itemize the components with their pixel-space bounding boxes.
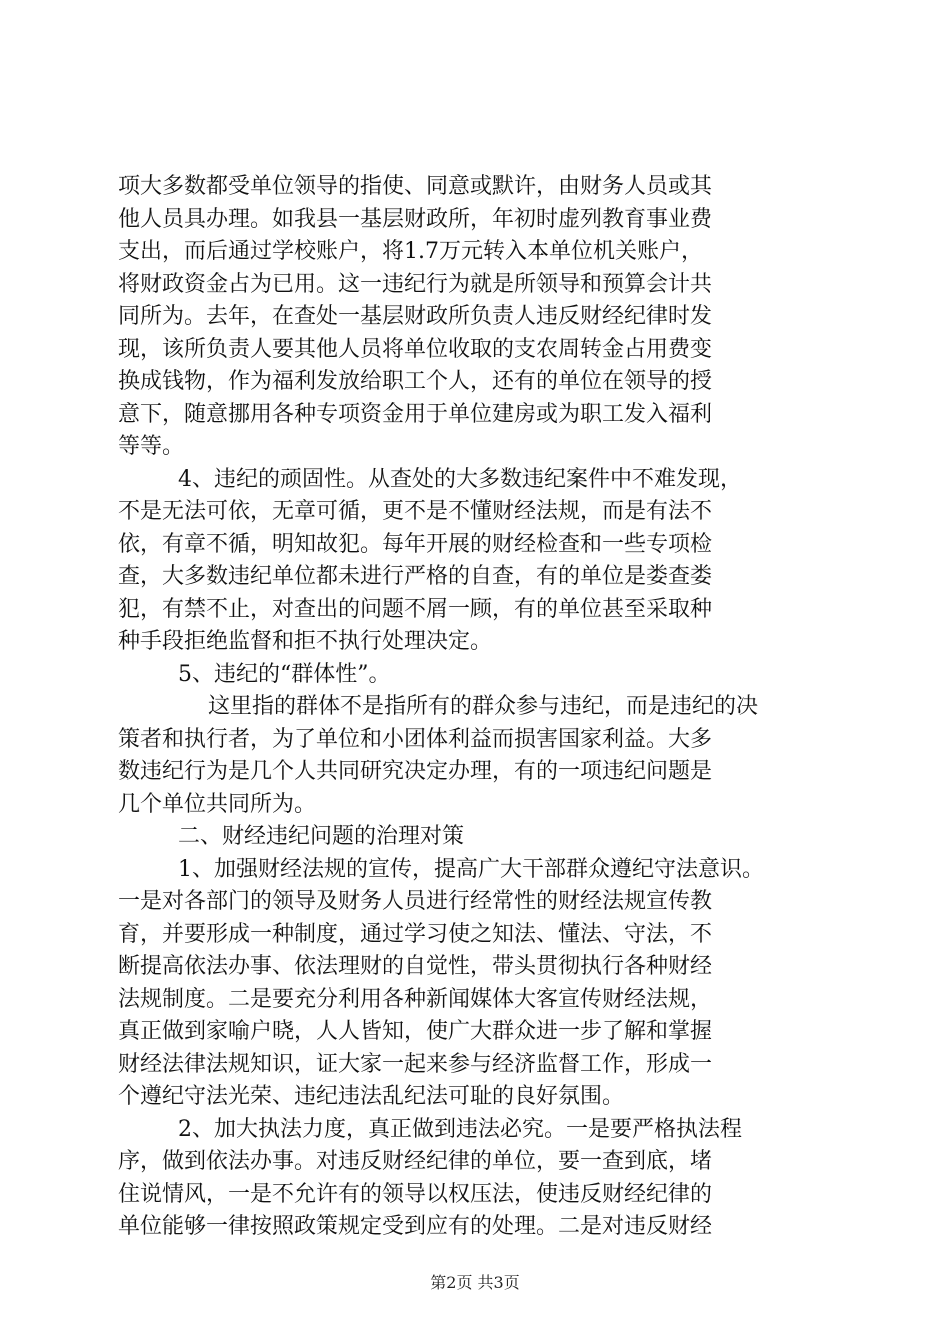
paragraph-start: 这里指的群体不是指所有的群众参与违纪，而是违纪的决 bbox=[208, 694, 759, 719]
text-line: 几个单位共同所为。 bbox=[118, 791, 317, 817]
text-line: 住说情风，一是不允许有的领导以权压法，使违反财经纪律的 bbox=[118, 1181, 713, 1207]
text-line: 依，有章不循，明知故犯。每年开展的财经检查和一些专项检 bbox=[118, 531, 713, 557]
text-line: 断提高依法办事、依法理财的自觉性，带头贯彻执行各种财经 bbox=[118, 954, 713, 979]
text-line: 查，大多数违纪单位都未进行严格的自查，有的单位是娄查娄 bbox=[118, 564, 713, 589]
text-line: 法规制度。二是要充分利用各种新闻媒体大客宣传财经法规， bbox=[118, 986, 713, 1012]
text-line: 将财政资金占为已用。这一违纪行为就是所领导和预算会计共 bbox=[118, 271, 713, 297]
paragraph-heading: 1、加强财经法规的宣传，提高广大干部群众遵纪守法意识。 bbox=[178, 856, 764, 882]
section-heading: 二、财经违纪问题的治理对策 bbox=[178, 824, 465, 849]
text-line: 数违纪行为是几个人共同研究决定办理，有的一项违纪问题是 bbox=[118, 759, 713, 784]
text-line: 同所为。去年，在查处一基层财政所负责人违反财经纪律时发 bbox=[118, 304, 713, 329]
text-line: 项大多数都受单位领导的指使、同意或默许，由财务人员或其 bbox=[118, 174, 713, 199]
text-line: 策者和执行者，为了单位和小团体利益而损害国家利益。大多 bbox=[118, 726, 713, 752]
text-line: 意下，随意挪用各种专项资金用于单位建房或为职工发入福利 bbox=[118, 401, 713, 427]
text-line: 财经法律法规知识，证大家一起来参与经济监督工作，形成一 bbox=[118, 1051, 713, 1077]
paragraph-heading: 5、违纪的“群体性”。 bbox=[178, 661, 391, 687]
page-number-footer: 第2页 共3页 bbox=[430, 1273, 520, 1292]
text-line: 等等。 bbox=[118, 434, 185, 459]
text-line: 换成钱物，作为福利发放给职工个人，还有的单位在领导的授 bbox=[118, 369, 713, 394]
text-line: 种手段拒绝监督和拒不执行处理决定。 bbox=[118, 629, 493, 654]
text-line: 序，做到依法办事。对违反财经纪律的单位，要一查到底，堵 bbox=[118, 1149, 713, 1174]
text-line: 支出，而后通过学校账户，将1.7万元转入本单位机关账户， bbox=[118, 239, 703, 264]
text-line: 育，并要形成一种制度，通过学习使之知法、懂法、守法，不 bbox=[118, 921, 713, 947]
text-line: 单位能够一律按照政策规定受到应有的处理。二是对违反财经 bbox=[118, 1214, 713, 1239]
text-line: 他人员具办理。如我县一基层财政所，年初时虚列教育事业费 bbox=[118, 206, 713, 232]
text-line: 真正做到家喻户晓，人人皆知，使广大群众进一步了解和掌握 bbox=[118, 1019, 713, 1044]
document-body bbox=[118, 171, 838, 1244]
text-line: 现，该所负责人要其他人员将单位收取的支农周转金占用费变 bbox=[118, 336, 713, 362]
text-line: 不是无法可依，无章可循，更不是不懂财经法规，而是有法不 bbox=[118, 499, 713, 524]
text-line: 犯，有禁不止，对查出的问题不屑一顾，有的单位甚至采取种 bbox=[118, 596, 713, 622]
text-line: 个遵纪守法光荣、违纪违法乱纪法可耻的良好氛围。 bbox=[118, 1084, 625, 1109]
text-line: 一是对各部门的领导及财务人员进行经常性的财经法规宣传教 bbox=[118, 889, 713, 914]
paragraph-heading: 2、加大执法力度，真正做到违法必究。一是要严格执法程 bbox=[178, 1116, 742, 1142]
paragraph-heading: 4、违纪的顽固性。从查处的大多数违纪案件中不难发现， bbox=[178, 466, 742, 492]
